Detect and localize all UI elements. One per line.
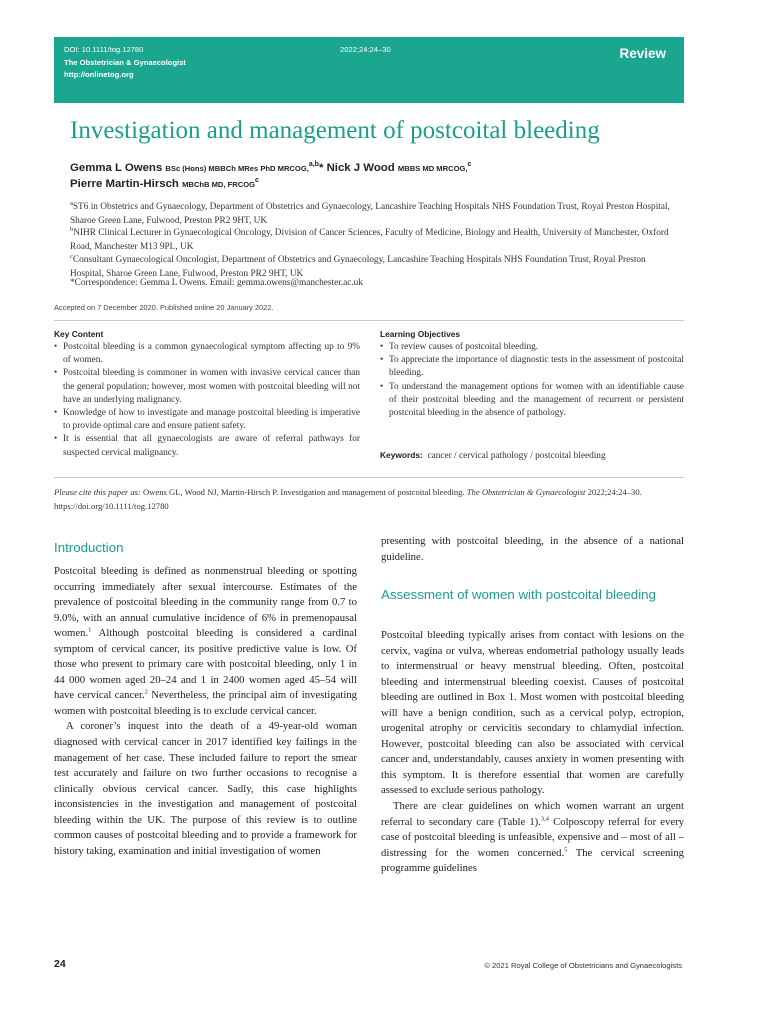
paragraph: Postcoital bleeding is defined as nonmenstrual bleeding or spotting occurring immediately after sexual intercourse. Estimates of the prevalence of postcoital bleeding in the community range from 0.7 to 9.0%, with an annual cumulative incidence of 6% in premenopausal women.$^1$ Although postcoital bleeding is considered a cardinal symptom of cervical cancer, its positive predictive value is low. Of those who present to primary care with postcoital bleeding, only 1 in 44 000 women aged 20–24 and 1 in 2400 women aged 45–54 will have cervical cancer.$^2$ Nevertheless, the principal aim of investigating women with postcoital bleeding is to exclude cervical cancer. xyxy=(54,565,357,717)
author-degrees: BSc (Hons) MBBCh MRes PhD MRCOG, xyxy=(165,163,309,173)
citation-lead: Please cite this paper as: xyxy=(54,487,141,497)
divider xyxy=(54,320,684,321)
article-title: Investigation and management of postcoital bleeding xyxy=(70,117,600,144)
list-item: • To appreciate the importance of diagnostic tests in the assessment of postcoital bleeding. xyxy=(380,354,684,380)
list-item: • Postcoital bleeding is a common gynaecological symptom affecting up to 9% of women. xyxy=(54,341,360,367)
list-item: • Postcoital bleeding is commoner in women with invasive cervical cancer than the general population; however, most women with postcoital bleeding will not have an underlying malignancy. xyxy=(54,367,360,407)
citation-journal: The Obstetrician & Gynaecologist xyxy=(466,487,586,497)
author-name: Gemma L Owens xyxy=(70,161,163,174)
doi-text: DOI: 10.1111/tog.12780 xyxy=(64,45,144,54)
correspondence: *Correspondence: Gemma L Owens. Email: gemma.owens@manchester.ac.uk xyxy=(70,278,363,288)
keywords xyxy=(380,450,606,461)
assessment-body xyxy=(381,628,684,877)
citation-text: Owens GL, Wood NJ, Martin-Hirsch P. Investigation and management of postcoital bleeding. xyxy=(143,487,465,497)
citation-ref[interactable]: 2022;24:24–30. https://doi.org/10.1111/tog.12780 xyxy=(54,487,642,511)
affiliation-b: $^b$NIHR Clinical Lecturer in Gynaecological Oncology, Division of Cancer Sciences, Faculty of Medicine, Biology and Health, University of Manchester, Oxford Road, Manchester M13 9PL, UK xyxy=(70,226,669,252)
list-item: • Knowledge of how to investigate and manage postcoital bleeding is imperative to provide optimal care and ensure patient safety. xyxy=(54,407,360,433)
citation-ref-sup[interactable]: 5 xyxy=(564,846,568,854)
page-number: 24 xyxy=(54,958,66,970)
author-affil-sup: c xyxy=(255,177,259,184)
right-column-continuation xyxy=(381,534,684,565)
list-item: • It is essential that all gynaecologists are aware of referral pathways for suspected cervical malignancy. xyxy=(54,433,360,459)
citation-ref-sup[interactable]: 2 xyxy=(144,688,148,696)
key-content-title: Key Content xyxy=(54,329,104,339)
key-content-list xyxy=(54,341,360,460)
author-line-1 xyxy=(70,161,471,174)
paragraph: Postcoital bleeding typically arises from contact with lesions on the cervix, vagina or vulva, whereas endometrial pathology usually leads to intermenstrual or heavy menstrual bleeding. Often, postcoital bleeding and intermenstrual bleeding coexist. Causes of postcoital bleeding are outlined in Box 1. Most women with postcoital bleeding will have a benign condition, such as a cervical polyp, ectropion, urogenital atrophy or cervicitis secondary to chlamydial infection. However, postcoital bleeding can also be associated with cervical cancer and, understandably, causes anxiety in women presenting with this symptom. It is therefore essential that women are carefully assessed to exclude serious pathology. xyxy=(381,629,684,797)
author-affil-sup: c xyxy=(467,161,472,168)
accepted-date: Accepted on 7 December 2020. Published online 20 January 2022. xyxy=(54,303,274,312)
citation-ref-sup[interactable]: 1 xyxy=(88,626,92,634)
list-item: • To review causes of postcoital bleeding. xyxy=(380,341,684,354)
author-line-2 xyxy=(70,177,259,190)
author-degrees: MBBS MD MRCOG, xyxy=(397,163,468,173)
citation xyxy=(54,486,684,514)
learning-objectives-title: Learning Objectives xyxy=(380,329,461,339)
introduction-heading: Introduction xyxy=(54,540,124,555)
corresponding-mark: * xyxy=(318,161,324,174)
paragraph: There are clear guidelines on which women warrant an urgent referral to secondary care (Table 1).$^{3,4}$ Colposcopy referral for every case of postcoital bleeding is unfeasible, expensive and – most of all – distressing for the women concerned.$^5$ The cervical screening programme guidelines xyxy=(381,800,685,875)
list-item: • To understand the management options for women with an identifiable cause of their postcoital bleeding and the management of recurrent or persistent postcoital bleeding in the absence of pathology. xyxy=(380,381,684,421)
affiliation-a: $^a$ST6 in Obstetrics and Gynaecology, Department of Obstetrics and Gynaecology, Lancashire Teaching Hospitals NHS Foundation Trust, Royal Preston Hospital, Sharoe Green Lane, Fulwood, Preston PR2 9HT, UK xyxy=(70,200,670,226)
divider xyxy=(54,477,684,478)
affiliation-c: $^c$Consultant Gynaecological Oncologist, Department of Obstetrics and Gynaecology, Lancashire Teaching Hospitals NHS Foundation Trust, Royal Preston Hospital, Sharoe Green Lane, Fulwood, Preston PR2 9HT, UK xyxy=(70,253,646,279)
keywords-text: cancer / cervical pathology / postcoital bleeding xyxy=(427,451,606,461)
author-degrees: MBChB MD, FRCOG xyxy=(182,179,256,189)
introduction-body xyxy=(54,564,357,859)
volume-text: 2022;24:24–30 xyxy=(340,45,391,54)
journal-header-band xyxy=(54,37,684,103)
copyright: © 2021 Royal College of Obstetricians and Gynaecologists xyxy=(484,961,682,970)
paragraph: A coroner’s inquest into the death of a 49-year-old woman diagnosed with cervical cancer in 2017 identified key failings in the management of her case. These included failure to report the smear test accurately and failure on two further occasions to recognise a clinically obvious cervical cancer. Sadly, this case highlights inconsistencies in the investigation and management of postcoital bleeding within the UK. The purpose of this review is to outline common causes of postcoital bleeding and to provide a framework for history taking, examination and initial investigation of women xyxy=(54,720,357,857)
paragraph: presenting with postcoital bleeding, in the absence of a national guideline. xyxy=(381,535,684,563)
author-name: Nick J Wood xyxy=(326,161,395,174)
section-label: Review xyxy=(619,46,666,61)
author-name: Pierre Martin-Hirsch xyxy=(70,177,179,190)
assessment-heading: Assessment of women with postcoital bleeding xyxy=(381,587,656,602)
journal-name: The Obstetrician & Gynaecologist xyxy=(64,58,186,67)
learning-objectives-list xyxy=(380,341,684,420)
journal-url[interactable]: http://onlinetog.org xyxy=(64,70,134,79)
keywords-label: Keywords: xyxy=(380,450,423,460)
author-affil-sup: a,b xyxy=(308,161,319,168)
citation-ref-sup[interactable]: 3,4 xyxy=(540,815,550,822)
